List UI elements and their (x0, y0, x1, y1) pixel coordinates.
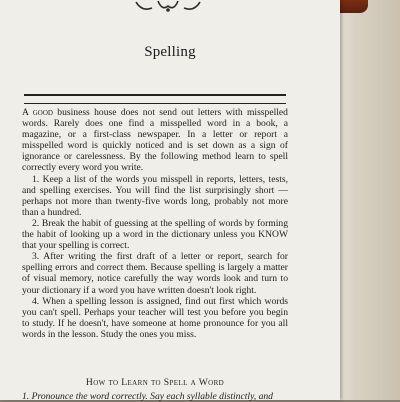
list-item: 4. When a spelling lesson is assigned, find out first which words you can't spell. Perhaps your teacher will test you before you begin to study. If he doesn't, have someone at home pronounce for you all words in the lesson. Study the ones you miss. (22, 295, 288, 340)
next-page-edge (330, 0, 400, 400)
intro-paragraph (22, 107, 288, 174)
article-body (22, 107, 288, 340)
list-item: 2. Break the habit of guessing at the spelling of words by forming the habit of looking up a word in the dictionary unless you KNOW that your spelling is correct. (22, 217, 288, 252)
list-item: 1. Keep a list of the words you misspell in reports, letters, tests, and spelling exercises. You will find the list surprisingly short — perhaps not more than twenty-five words long, probably not more than a hundred. (22, 173, 288, 218)
top-rule (24, 94, 286, 96)
page-title: Spelling (144, 44, 196, 60)
drop-word: A good (22, 107, 53, 118)
section-heading: How to Learn to Spell a Word (85, 377, 225, 388)
intro-text: business house does not send out letters with misspelled words. Rarely does one find a misspelled word in a book, a magazine, or a first-class newspaper. In a letter or report a misspelled word is quickly noticed and is set down as a sign of ignorance or carelessness. By the following method learn to spell correctly every word you write. (22, 107, 288, 174)
header-ornament-icon (128, 0, 208, 14)
cut-off-line: 1. Pronounce the word correctly. Say each syllable distinctly, and (22, 391, 273, 402)
list-item: 3. After writing the first draft of a letter or report, search for spelling errors and correct them. Because spelling is largely a matter of visual memory, notice carefully the way words look and turn to your dictionary if a word you have written doesn't look right. (22, 251, 288, 296)
second-rule (24, 103, 286, 104)
